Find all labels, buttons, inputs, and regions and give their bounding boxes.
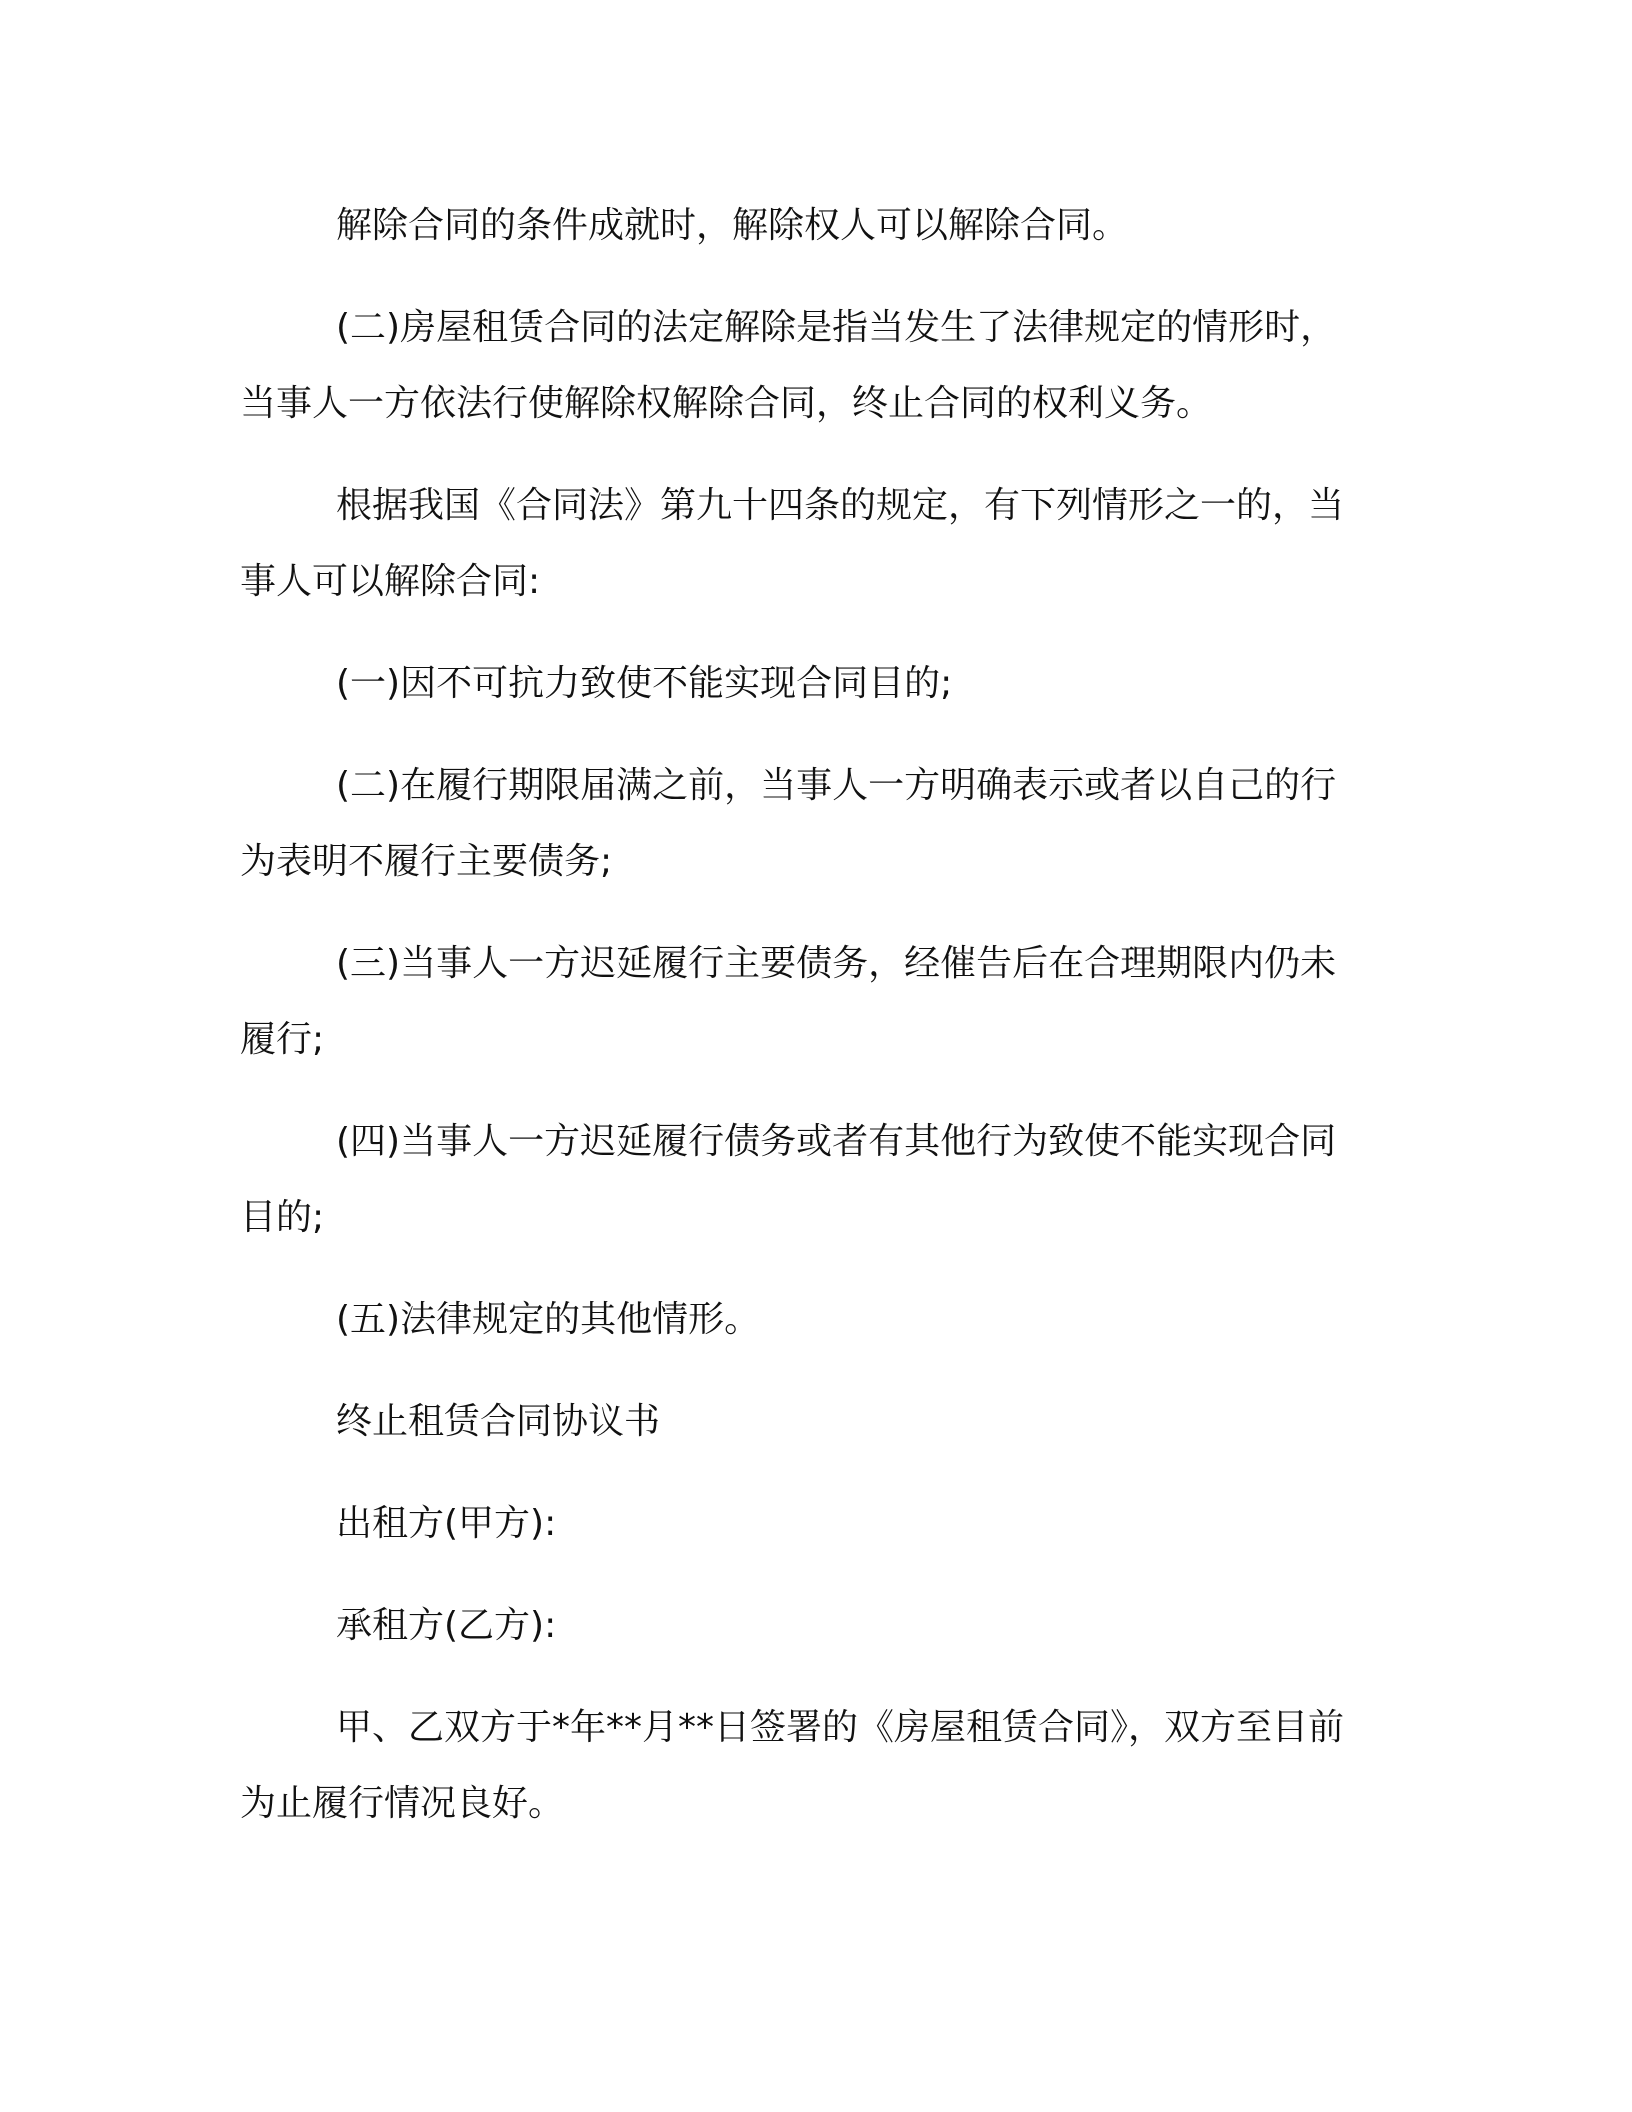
- paragraph-contract-performance: 甲、乙双方于*年**月**日签署的《房屋租赁合同》，双方至目前为止履行情况良好。: [240, 1707, 1345, 1824]
- list-item-other-legal-circumstances: (五)法律规定的其他情形。: [336, 1299, 761, 1340]
- paragraph-statutory-termination: (二)房屋租赁合同的法定解除是指当发生了法律规定的情形时，当事人一方依法行使解除权解除合同，终止合同的权利义务。: [240, 307, 1337, 424]
- lessee-party-b-field: 承租方(乙方):: [336, 1605, 557, 1646]
- list-item-delayed-performance: (三)当事人一方迟延履行主要债务，经催告后在合理期限内仍未履行;: [240, 943, 1337, 1060]
- paragraph-termination-condition: 解除合同的条件成就时，解除权人可以解除合同。: [336, 205, 1129, 246]
- list-item-anticipatory-breach: (二)在履行期限届满之前，当事人一方明确表示或者以自己的行为表明不履行主要债务;: [240, 765, 1337, 882]
- paragraph-contract-law-article-94: 根据我国《合同法》第九十四条的规定，有下列情形之一的，当事人可以解除合同:: [240, 485, 1345, 602]
- list-item-delay-frustrates-purpose: (四)当事人一方迟延履行债务或者有其他行为致使不能实现合同目的;: [240, 1121, 1337, 1238]
- lessor-party-a-field: 出租方(甲方):: [336, 1503, 557, 1544]
- agreement-title: 终止租赁合同协议书: [336, 1401, 661, 1442]
- list-item-force-majeure: (一)因不可抗力致使不能实现合同目的;: [336, 663, 953, 704]
- document-body: [240, 188, 1370, 1868]
